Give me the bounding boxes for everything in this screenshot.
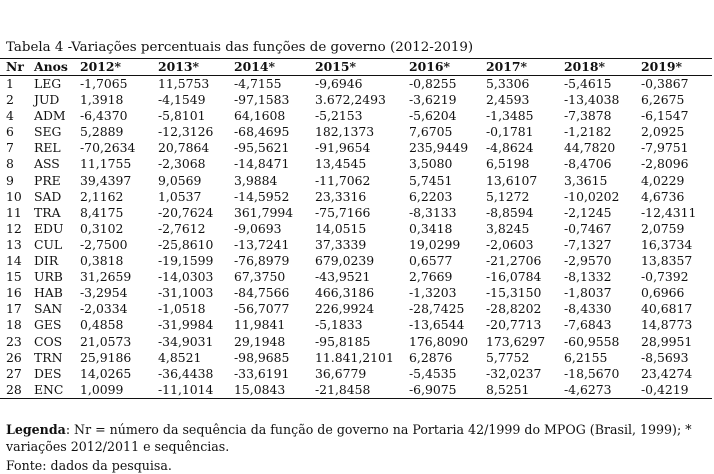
value-cell: -12,4311 (641, 204, 697, 220)
value-cell: -9,0693 (234, 220, 282, 236)
value-cell: -3,2954 (80, 285, 128, 301)
value-cell: 6,2155 (564, 349, 608, 365)
column-header: 2017* (486, 59, 527, 74)
value-cell: -6,1547 (641, 108, 689, 124)
value-cell: 5,7752 (486, 349, 530, 365)
function-code-cell: EDU (34, 220, 64, 236)
value-cell: -1,2182 (564, 124, 612, 140)
function-code-cell: GES (34, 317, 62, 333)
value-cell: 36,6779 (315, 365, 367, 381)
function-code-cell: HAB (34, 285, 63, 301)
value-cell: 0,3102 (80, 220, 124, 236)
value-cell: -16,0784 (486, 269, 542, 285)
value-cell: -0,1781 (486, 124, 534, 140)
function-code-cell: LEG (34, 76, 62, 91)
value-cell: -8,4706 (564, 156, 612, 172)
value-cell: -8,8594 (486, 204, 534, 220)
table-body (0, 76, 712, 399)
table-row (0, 237, 712, 253)
value-cell: 361,7994 (234, 204, 294, 220)
function-code-cell: TRA (34, 204, 61, 220)
value-cell: -98,9685 (234, 349, 290, 365)
value-cell: -15,3150 (486, 285, 542, 301)
table-row (0, 366, 712, 382)
column-header: 2012* (80, 59, 121, 74)
value-cell: -5,4535 (409, 365, 457, 381)
row-number-cell: 4 (6, 108, 14, 124)
value-cell: 226,9924 (315, 301, 375, 317)
value-cell: 0,3418 (409, 220, 453, 236)
row-number-cell: 8 (6, 156, 14, 172)
column-header: 2013* (158, 59, 199, 74)
table-header-row (0, 59, 712, 76)
row-number-cell: 10 (6, 188, 22, 204)
function-code-cell: ENC (34, 381, 64, 397)
value-cell: -95,8185 (315, 333, 371, 349)
value-cell: -19,1599 (158, 253, 214, 269)
function-code-cell: DES (34, 365, 62, 381)
value-cell: -1,7065 (80, 76, 128, 91)
value-cell: -43,9521 (315, 269, 371, 285)
value-cell: -1,3203 (409, 285, 457, 301)
value-cell: -4,6273 (564, 381, 612, 397)
value-cell: 14,8773 (641, 317, 693, 333)
value-cell: -5,8101 (158, 108, 206, 124)
value-cell: -0,7392 (641, 269, 689, 285)
value-cell: -2,3068 (158, 156, 206, 172)
value-cell: 5,3306 (486, 76, 530, 91)
value-cell: 4,6736 (641, 188, 685, 204)
value-cell: 11.841,2101 (315, 349, 394, 365)
value-cell: -20,7624 (158, 204, 214, 220)
value-cell: 23,3316 (315, 188, 367, 204)
value-cell: -36,4438 (158, 365, 214, 381)
table-row (0, 108, 712, 124)
value-cell: -20,7713 (486, 317, 542, 333)
row-number-cell: 23 (6, 333, 22, 349)
value-cell: -34,9031 (158, 333, 214, 349)
column-header: 2014* (234, 59, 275, 74)
value-cell: 5,2889 (80, 124, 124, 140)
value-cell: 23,4274 (641, 365, 693, 381)
value-cell: 39,4397 (80, 172, 132, 188)
function-code-cell: REL (34, 140, 61, 156)
row-number-cell: 28 (6, 381, 22, 397)
value-cell: -13,6544 (409, 317, 465, 333)
table-row (0, 76, 712, 93)
value-cell: -2,7500 (80, 236, 128, 252)
value-cell: 11,5753 (158, 76, 210, 91)
value-cell: 37,3339 (315, 236, 367, 252)
value-cell: 1,0099 (80, 381, 124, 397)
value-cell: 14,0515 (315, 220, 367, 236)
value-cell: 2,0925 (641, 124, 685, 140)
row-number-cell: 11 (6, 204, 22, 220)
value-cell: 6,2876 (409, 349, 453, 365)
value-cell: 0,6966 (641, 285, 685, 301)
value-cell: -9,6946 (315, 76, 363, 91)
value-cell: -68,4695 (234, 124, 290, 140)
function-code-cell: SEG (34, 124, 62, 140)
table-row (0, 156, 712, 172)
value-cell: -7,6843 (564, 317, 612, 333)
value-cell: -2,1245 (564, 204, 612, 220)
function-code-cell: COS (34, 333, 63, 349)
value-cell: -31,9984 (158, 317, 214, 333)
table-row (0, 124, 712, 140)
value-cell: -0,4219 (641, 381, 689, 397)
value-cell: 2,0759 (641, 220, 685, 236)
value-cell: -31,1003 (158, 285, 214, 301)
value-cell: 5,1272 (486, 188, 530, 204)
table-row (0, 173, 712, 189)
row-number-cell: 17 (6, 301, 22, 317)
value-cell: -5,4615 (564, 76, 612, 91)
table-row (0, 221, 712, 237)
value-cell: -18,5670 (564, 365, 620, 381)
value-cell: -2,8096 (641, 156, 689, 172)
value-cell: -95,5621 (234, 140, 290, 156)
value-cell: -12,3126 (158, 124, 214, 140)
value-cell: -14,0303 (158, 269, 214, 285)
value-cell: 9,0569 (158, 172, 202, 188)
value-cell: -2,7612 (158, 220, 206, 236)
table-row (0, 317, 712, 333)
row-number-cell: 26 (6, 349, 22, 365)
value-cell: 19,0299 (409, 236, 461, 252)
value-cell: 20,7864 (158, 140, 210, 156)
value-cell: -8,3133 (409, 204, 457, 220)
table-row (0, 205, 712, 221)
value-cell: 11,1755 (80, 156, 132, 172)
value-cell: 0,3818 (80, 253, 124, 269)
function-code-cell: ADM (34, 108, 66, 124)
value-cell: -97,1583 (234, 92, 290, 108)
value-cell: 0,6577 (409, 253, 453, 269)
value-cell: -10,0202 (564, 188, 620, 204)
value-cell: -14,5952 (234, 188, 290, 204)
value-cell: -33,6191 (234, 365, 290, 381)
row-number-cell: 9 (6, 172, 14, 188)
table-row (0, 269, 712, 285)
row-number-cell: 7 (6, 140, 14, 156)
value-cell: 3.672,2493 (315, 92, 386, 108)
function-code-cell: SAD (34, 188, 62, 204)
row-number-cell: 15 (6, 269, 22, 285)
value-cell: 25,9186 (80, 349, 132, 365)
data-table (0, 58, 712, 399)
value-cell: 13,8357 (641, 253, 693, 269)
value-cell: 64,1608 (234, 108, 286, 124)
value-cell: -13,4038 (564, 92, 620, 108)
column-header: Nr (6, 59, 24, 74)
function-code-cell: URB (34, 269, 63, 285)
table-row (0, 382, 712, 399)
value-cell: 14,0265 (80, 365, 132, 381)
value-cell: 6,2203 (409, 188, 453, 204)
value-cell: -60,9558 (564, 333, 620, 349)
value-cell: 13,4545 (315, 156, 367, 172)
value-cell: -2,9570 (564, 253, 612, 269)
value-cell: -1,3485 (486, 108, 534, 124)
column-header: 2016* (409, 59, 450, 74)
value-cell: 11,9841 (234, 317, 286, 333)
value-cell: -56,7077 (234, 301, 290, 317)
value-cell: 8,4175 (80, 204, 124, 220)
value-cell: 173,6297 (486, 333, 546, 349)
row-number-cell: 13 (6, 236, 22, 252)
value-cell: 3,8245 (486, 220, 530, 236)
value-cell: 6,5198 (486, 156, 530, 172)
legend-label: Legenda (6, 422, 66, 437)
table-row (0, 285, 712, 301)
value-cell: -0,7467 (564, 220, 612, 236)
value-cell: -14,8471 (234, 156, 290, 172)
value-cell: -84,7566 (234, 285, 290, 301)
value-cell: -32,0237 (486, 365, 542, 381)
function-code-cell: DIR (34, 253, 59, 269)
function-code-cell: PRE (34, 172, 61, 188)
value-cell: -11,1014 (158, 381, 214, 397)
row-number-cell: 16 (6, 285, 22, 301)
value-cell: -5,6204 (409, 108, 457, 124)
legend-text: : Nr = número da sequência da função de governo na Portaria 42/1999 do MPOG (Brasil, 1999); * variações 2012/2011 e sequências. (6, 422, 692, 454)
column-header: 2019* (641, 59, 682, 74)
value-cell: -6,9075 (409, 381, 457, 397)
value-cell: 2,1162 (80, 188, 124, 204)
value-cell: 3,3615 (564, 172, 608, 188)
value-cell: -7,1327 (564, 236, 612, 252)
table-source: Fonte: dados da pesquisa. (6, 458, 172, 473)
table-row (0, 350, 712, 366)
value-cell: 4,8521 (158, 349, 202, 365)
value-cell: 29,1948 (234, 333, 286, 349)
function-code-cell: SAN (34, 301, 63, 317)
value-cell: 44,7820 (564, 140, 616, 156)
value-cell: -4,7155 (234, 76, 282, 91)
value-cell: -5,1833 (315, 317, 363, 333)
value-cell: 16,3734 (641, 236, 693, 252)
table-legend (6, 421, 706, 455)
value-cell: 67,3750 (234, 269, 286, 285)
table-row (0, 140, 712, 156)
value-cell: 466,3186 (315, 285, 375, 301)
value-cell: -1,8037 (564, 285, 612, 301)
row-number-cell: 18 (6, 317, 22, 333)
row-number-cell: 1 (6, 76, 14, 91)
value-cell: -0,3867 (641, 76, 689, 91)
value-cell: -5,2153 (315, 108, 363, 124)
table-row (0, 189, 712, 205)
row-number-cell: 12 (6, 220, 22, 236)
value-cell: -2,0603 (486, 236, 534, 252)
value-cell: 28,9951 (641, 333, 693, 349)
value-cell: -6,4370 (80, 108, 128, 124)
value-cell: -13,7241 (234, 236, 290, 252)
value-cell: -76,8979 (234, 253, 290, 269)
value-cell: 21,0573 (80, 333, 132, 349)
value-cell: 235,9449 (409, 140, 469, 156)
function-code-cell: TRN (34, 349, 63, 365)
value-cell: -25,8610 (158, 236, 214, 252)
value-cell: 3,5080 (409, 156, 453, 172)
value-cell: -28,7425 (409, 301, 465, 317)
value-cell: 176,8090 (409, 333, 469, 349)
table-row (0, 253, 712, 269)
value-cell: 31,2659 (80, 269, 132, 285)
value-cell: -4,1549 (158, 92, 206, 108)
value-cell: -4,8624 (486, 140, 534, 156)
row-number-cell: 27 (6, 365, 22, 381)
value-cell: 2,4593 (486, 92, 530, 108)
value-cell: 1,0537 (158, 188, 202, 204)
value-cell: 3,9884 (234, 172, 278, 188)
column-header: Anos (34, 59, 68, 74)
value-cell: -70,2634 (80, 140, 136, 156)
value-cell: -1,0518 (158, 301, 206, 317)
value-cell: 4,0229 (641, 172, 685, 188)
value-cell: -8,4330 (564, 301, 612, 317)
value-cell: -7,3878 (564, 108, 612, 124)
column-header: 2018* (564, 59, 605, 74)
value-cell: 182,1373 (315, 124, 375, 140)
value-cell: -11,7062 (315, 172, 371, 188)
value-cell: 13,6107 (486, 172, 538, 188)
table-row (0, 334, 712, 350)
row-number-cell: 6 (6, 124, 14, 140)
value-cell: 8,5251 (486, 381, 530, 397)
value-cell: 679,0239 (315, 253, 375, 269)
function-code-cell: ASS (34, 156, 60, 172)
value-cell: 6,2675 (641, 92, 685, 108)
value-cell: 1,3918 (80, 92, 124, 108)
value-cell: 0,4858 (80, 317, 124, 333)
value-cell: 5,7451 (409, 172, 453, 188)
table-row (0, 92, 712, 108)
value-cell: -28,8202 (486, 301, 542, 317)
table-caption: Tabela 4 -Variações percentuais das funções de governo (2012-2019) (6, 40, 474, 55)
value-cell: -2,0334 (80, 301, 128, 317)
function-code-cell: CUL (34, 236, 63, 252)
column-header: 2015* (315, 59, 356, 74)
value-cell: -21,2706 (486, 253, 542, 269)
value-cell: -91,9654 (315, 140, 371, 156)
row-number-cell: 14 (6, 253, 22, 269)
value-cell: -7,9751 (641, 140, 689, 156)
value-cell: -21,8458 (315, 381, 371, 397)
value-cell: 15,0843 (234, 381, 286, 397)
value-cell: -8,1332 (564, 269, 612, 285)
value-cell: -8,5693 (641, 349, 689, 365)
row-number-cell: 2 (6, 92, 14, 108)
value-cell: -75,7166 (315, 204, 371, 220)
value-cell: 2,7669 (409, 269, 453, 285)
value-cell: 7,6705 (409, 124, 453, 140)
value-cell: -0,8255 (409, 76, 457, 91)
value-cell: 40,6817 (641, 301, 693, 317)
table-row (0, 301, 712, 317)
function-code-cell: JUD (34, 92, 60, 108)
value-cell: -3,6219 (409, 92, 457, 108)
